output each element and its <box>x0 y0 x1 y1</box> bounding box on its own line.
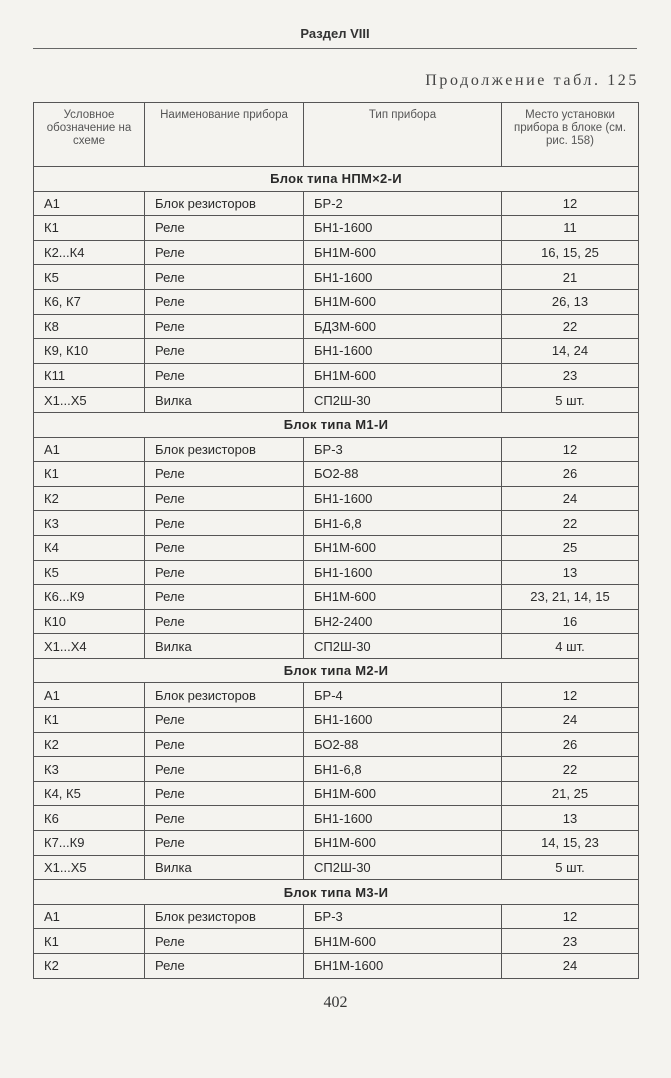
cell-device-type: БДЗМ-600 <box>304 314 502 339</box>
table-row <box>34 314 639 339</box>
cell-mount-place: 16 <box>502 609 639 634</box>
column-header-mount-place: Место установки прибора в блоке (см. рис. 158) <box>502 103 639 167</box>
cell-designation: К6, К7 <box>34 289 145 314</box>
table-row <box>34 265 639 290</box>
cell-mount-place: 5 шт. <box>502 855 639 880</box>
cell-device-name: Реле <box>145 585 304 610</box>
table-row <box>34 289 639 314</box>
cell-mount-place: 12 <box>502 437 639 462</box>
table-row <box>34 904 639 929</box>
section-row <box>34 412 639 437</box>
cell-device-type: БР-3 <box>304 904 502 929</box>
column-header-device-type: Тип прибора <box>304 103 502 167</box>
cell-mount-place: 26, 13 <box>502 289 639 314</box>
cell-designation: К6 <box>34 806 145 831</box>
cell-mount-place: 13 <box>502 806 639 831</box>
cell-device-name: Реле <box>145 289 304 314</box>
cell-device-type: БН1М-600 <box>304 831 502 856</box>
cell-device-name: Реле <box>145 462 304 487</box>
cell-mount-place: 24 <box>502 708 639 733</box>
cell-device-name: Реле <box>145 216 304 241</box>
cell-mount-place: 4 шт. <box>502 634 639 659</box>
cell-device-name: Реле <box>145 806 304 831</box>
cell-device-type: БР-3 <box>304 437 502 462</box>
cell-designation: К2...К4 <box>34 240 145 265</box>
cell-device-name: Реле <box>145 363 304 388</box>
cell-device-type: СП2Ш-30 <box>304 388 502 413</box>
cell-device-type: БН2-2400 <box>304 609 502 634</box>
cell-designation: К7...К9 <box>34 831 145 856</box>
table-continuation-caption: Продолжение табл. 125 <box>425 72 639 89</box>
cell-device-type: БН1-1600 <box>304 560 502 585</box>
cell-mount-place: 14, 24 <box>502 339 639 364</box>
cell-device-name: Реле <box>145 560 304 585</box>
cell-device-name: Реле <box>145 609 304 634</box>
cell-device-type: БН1-1600 <box>304 806 502 831</box>
cell-designation: К9, К10 <box>34 339 145 364</box>
cell-mount-place: 26 <box>502 462 639 487</box>
cell-device-name: Вилка <box>145 855 304 880</box>
cell-device-type: БН1М-600 <box>304 781 502 806</box>
cell-mount-place: 16, 15, 25 <box>502 240 639 265</box>
table-row <box>34 363 639 388</box>
cell-mount-place: 14, 15, 23 <box>502 831 639 856</box>
table-row <box>34 609 639 634</box>
table-row <box>34 240 639 265</box>
cell-device-type: БО2-88 <box>304 462 502 487</box>
section-row <box>34 167 639 192</box>
cell-mount-place: 22 <box>502 314 639 339</box>
cell-device-type: БН1-6,8 <box>304 757 502 782</box>
cell-device-type: БН1М-600 <box>304 585 502 610</box>
cell-mount-place: 22 <box>502 511 639 536</box>
cell-mount-place: 11 <box>502 216 639 241</box>
cell-designation: К5 <box>34 265 145 290</box>
cell-device-name: Реле <box>145 708 304 733</box>
table-row <box>34 216 639 241</box>
cell-device-type: БН1М-600 <box>304 240 502 265</box>
table-row <box>34 388 639 413</box>
cell-designation: К2 <box>34 486 145 511</box>
cell-designation: Х1...Х5 <box>34 855 145 880</box>
cell-device-name: Реле <box>145 757 304 782</box>
cell-designation: К11 <box>34 363 145 388</box>
table-row <box>34 535 639 560</box>
table-body <box>34 167 639 979</box>
cell-mount-place: 21, 25 <box>502 781 639 806</box>
table-row <box>34 831 639 856</box>
cell-designation: К5 <box>34 560 145 585</box>
cell-designation: К3 <box>34 757 145 782</box>
cell-device-type: БН1М-1600 <box>304 954 502 979</box>
cell-device-type: СП2Ш-30 <box>304 634 502 659</box>
table-row <box>34 683 639 708</box>
cell-device-type: БО2-88 <box>304 732 502 757</box>
cell-device-type: БН1М-600 <box>304 535 502 560</box>
section-title: Блок типа М2-И <box>34 658 639 683</box>
page-number: 402 <box>323 994 348 1011</box>
section-row <box>34 658 639 683</box>
table-row <box>34 560 639 585</box>
cell-device-name: Вилка <box>145 634 304 659</box>
cell-mount-place: 12 <box>502 904 639 929</box>
cell-designation: Х1...Х5 <box>34 388 145 413</box>
section-row <box>34 880 639 905</box>
table-row <box>34 757 639 782</box>
cell-designation: К1 <box>34 462 145 487</box>
cell-device-type: БН1-1600 <box>304 486 502 511</box>
cell-device-name: Реле <box>145 929 304 954</box>
cell-device-name: Блок резисторов <box>145 191 304 216</box>
cell-device-name: Блок резисторов <box>145 437 304 462</box>
cell-device-name: Реле <box>145 831 304 856</box>
running-header: Раздел VIII <box>300 26 370 41</box>
column-header-designation: Условное обозначение на схеме <box>34 103 145 167</box>
cell-device-name: Реле <box>145 314 304 339</box>
device-table <box>33 102 639 979</box>
cell-device-type: БН1-1600 <box>304 216 502 241</box>
cell-designation: А1 <box>34 904 145 929</box>
table-row <box>34 462 639 487</box>
cell-device-type: БР-2 <box>304 191 502 216</box>
table-row <box>34 339 639 364</box>
table-row <box>34 732 639 757</box>
table-row <box>34 437 639 462</box>
cell-device-name: Реле <box>145 954 304 979</box>
cell-device-name: Блок резисторов <box>145 904 304 929</box>
cell-device-type: БН1М-600 <box>304 929 502 954</box>
section-title: Блок типа НПМ×2-И <box>34 167 639 192</box>
cell-device-name: Реле <box>145 339 304 364</box>
cell-designation: К1 <box>34 708 145 733</box>
table-row <box>34 929 639 954</box>
cell-designation: А1 <box>34 191 145 216</box>
table-row <box>34 954 639 979</box>
cell-mount-place: 25 <box>502 535 639 560</box>
table-row <box>34 855 639 880</box>
cell-designation: К2 <box>34 954 145 979</box>
section-title: Блок типа М3-И <box>34 880 639 905</box>
cell-designation: К8 <box>34 314 145 339</box>
cell-device-type: БН1М-600 <box>304 363 502 388</box>
table-row <box>34 781 639 806</box>
table-row <box>34 634 639 659</box>
cell-mount-place: 5 шт. <box>502 388 639 413</box>
cell-mount-place: 24 <box>502 486 639 511</box>
cell-mount-place: 26 <box>502 732 639 757</box>
cell-device-type: БН1М-600 <box>304 289 502 314</box>
cell-designation: К4, К5 <box>34 781 145 806</box>
cell-device-name: Реле <box>145 486 304 511</box>
cell-device-type: БН1-1600 <box>304 339 502 364</box>
column-header-device-name: Наименование прибора <box>145 103 304 167</box>
cell-designation: Х1...Х4 <box>34 634 145 659</box>
cell-designation: К4 <box>34 535 145 560</box>
table-row <box>34 585 639 610</box>
header-divider <box>33 48 637 49</box>
cell-designation: К10 <box>34 609 145 634</box>
cell-designation: А1 <box>34 683 145 708</box>
cell-device-type: СП2Ш-30 <box>304 855 502 880</box>
cell-device-type: БН1-1600 <box>304 708 502 733</box>
table-row <box>34 486 639 511</box>
cell-mount-place: 21 <box>502 265 639 290</box>
cell-mount-place: 23, 21, 14, 15 <box>502 585 639 610</box>
cell-device-type: БН1-6,8 <box>304 511 502 536</box>
cell-device-name: Реле <box>145 732 304 757</box>
table-header-row <box>34 103 639 167</box>
table-row <box>34 806 639 831</box>
cell-device-name: Реле <box>145 265 304 290</box>
cell-device-name: Реле <box>145 781 304 806</box>
cell-mount-place: 23 <box>502 363 639 388</box>
cell-mount-place: 24 <box>502 954 639 979</box>
cell-designation: К2 <box>34 732 145 757</box>
section-title: Блок типа М1-И <box>34 412 639 437</box>
cell-device-name: Блок резисторов <box>145 683 304 708</box>
cell-mount-place: 12 <box>502 683 639 708</box>
cell-designation: К3 <box>34 511 145 536</box>
table-row <box>34 511 639 536</box>
cell-designation: К6...К9 <box>34 585 145 610</box>
table-row <box>34 708 639 733</box>
cell-mount-place: 13 <box>502 560 639 585</box>
cell-mount-place: 22 <box>502 757 639 782</box>
cell-designation: К1 <box>34 929 145 954</box>
cell-mount-place: 23 <box>502 929 639 954</box>
cell-designation: К1 <box>34 216 145 241</box>
cell-device-name: Реле <box>145 240 304 265</box>
cell-device-type: БН1-1600 <box>304 265 502 290</box>
cell-mount-place: 12 <box>502 191 639 216</box>
cell-device-type: БР-4 <box>304 683 502 708</box>
cell-device-name: Вилка <box>145 388 304 413</box>
cell-device-name: Реле <box>145 535 304 560</box>
table-row <box>34 191 639 216</box>
cell-designation: А1 <box>34 437 145 462</box>
cell-device-name: Реле <box>145 511 304 536</box>
